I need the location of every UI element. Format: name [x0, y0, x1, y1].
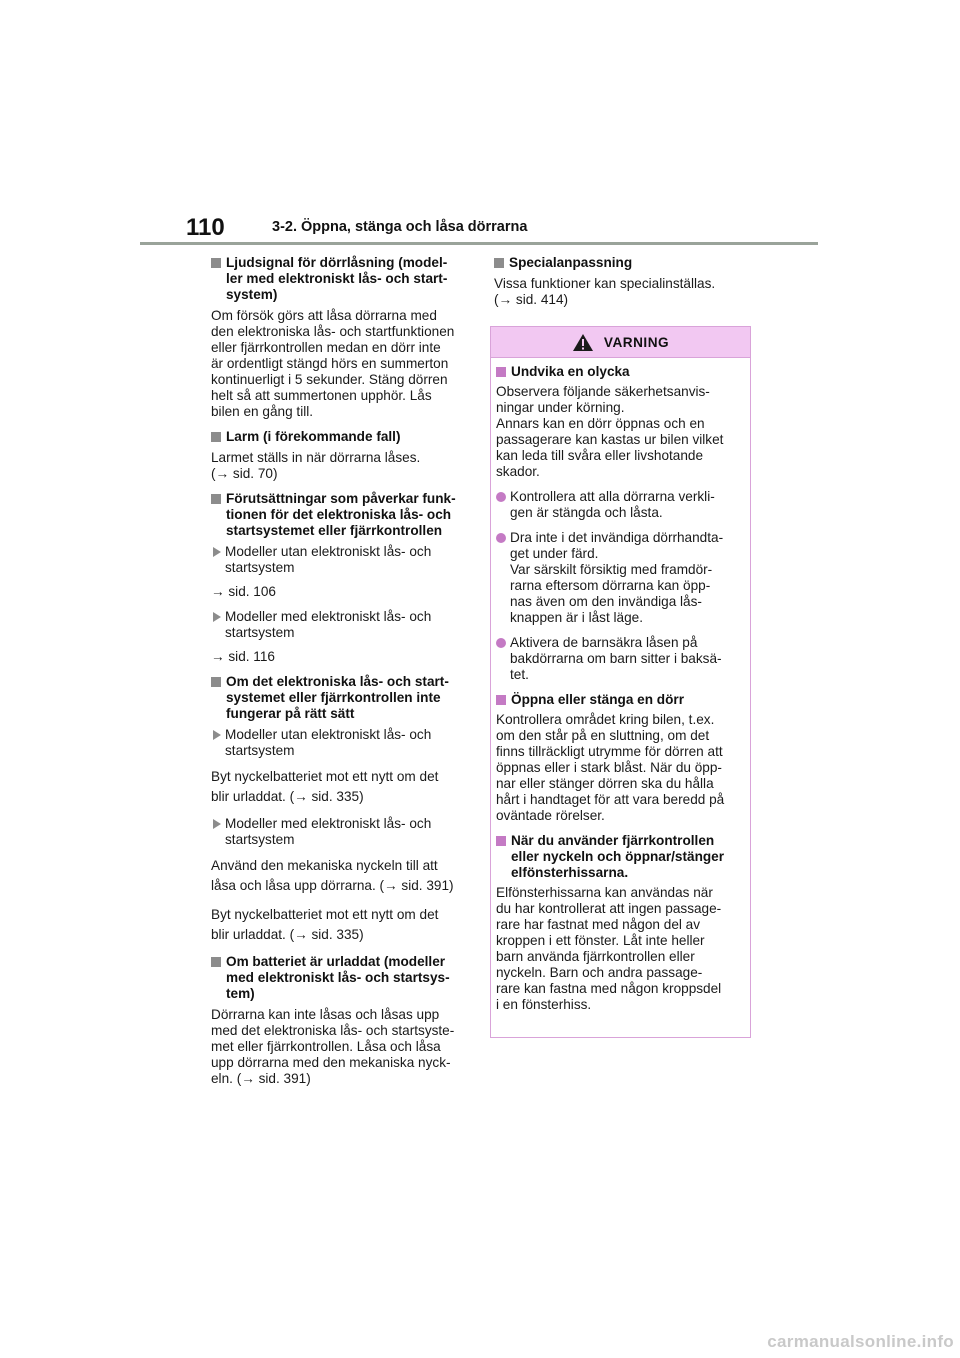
- warning-bullet: Aktivera de barnsäkra låsen på bakdörrarna om barn sitter i baksä- tet.: [496, 635, 745, 683]
- page-reference: → sid. 116: [211, 649, 275, 664]
- chapter-title: 3-2. Öppna, stänga och låsa dörrarna: [272, 219, 528, 235]
- paragraph: Byt nyckelbatteriet mot ett nytt om det blir urladdat. (→ sid. 335): [211, 769, 439, 804]
- triangle-bullet-icon: [213, 547, 221, 557]
- warning-triangle-icon: [572, 333, 594, 352]
- paragraph: Byt nyckelbatteriet mot ett nytt om det blir urladdat. (→ sid. 335): [211, 907, 439, 942]
- section-heading: Specialanpassning: [494, 255, 750, 271]
- paragraph: Vissa funktioner kan specialinställas. (→ sid. 414): [494, 276, 716, 307]
- header-rule: [140, 242, 818, 245]
- square-bullet-icon: [211, 432, 221, 442]
- square-bullet-icon: [211, 677, 221, 687]
- square-bullet-icon: [211, 494, 221, 504]
- circle-bullet-icon: [496, 638, 506, 648]
- paragraph: Om försök görs att låsa dörrarna med den elektroniska lås- och startfunktionen eller fjärrkontrollen medan en dörr inte är ordentligt stängd hörs en summerton kontinuerligt i 5 sekunder. Stäng dörren helt så att summertonen upphör. Lås bilen en gång till.: [211, 308, 455, 419]
- warning-heading: När du använder fjärrkontrollen eller nyckeln och öppnar/stänger elfönsterhissarna.: [496, 833, 745, 881]
- square-bullet-icon: [496, 695, 506, 705]
- warning-heading: Öppna eller stänga en dörr: [496, 692, 745, 708]
- square-bullet-icon: [211, 957, 221, 967]
- section-heading: Om batteriet är urladdat (modeller med elektroniskt lås- och startsys- tem): [211, 954, 467, 1002]
- warning-bullet: Dra inte i det invändiga dörrhandta- get under färd. Var särskilt försiktig med framdör- rarna eftersom dörrarna kan öpp- nas även om den invändiga lås- knappen är i låst läge.: [496, 530, 745, 626]
- page-reference: → sid. 106: [211, 584, 276, 599]
- paragraph: Elfönsterhissarna kan användas när du har kontrollerat att ingen passage- rare har fastnat med någon del av kroppen i ett fönster. Låt inte heller barn använda fjärrkontrollen eller nyckeln. Barn och andra passage- rare kan fastna med någon kroppsdel i en fönsterhiss.: [496, 885, 722, 1012]
- section-heading: Larm (i förekommande fall): [211, 429, 467, 445]
- triangle-bullet-icon: [213, 730, 221, 740]
- sub-item: Modeller med elektroniskt lås- och startsystem: [211, 816, 467, 848]
- square-bullet-icon: [496, 367, 506, 377]
- section-heading: Ljudsignal för dörrlåsning (model- ler med elektroniskt lås- och start- system): [211, 255, 467, 303]
- triangle-bullet-icon: [213, 819, 221, 829]
- circle-bullet-icon: [496, 533, 506, 543]
- paragraph: Använd den mekaniska nyckeln till att låsa och låsa upp dörrarna. (→ sid. 391): [211, 858, 454, 893]
- section-heading: Om det elektroniska lås- och start- systemet eller fjärrkontrollen inte fungerar på rätt sätt: [211, 674, 467, 722]
- square-bullet-icon: [496, 836, 506, 846]
- square-bullet-icon: [211, 258, 221, 268]
- watermark: carmanualsonline.info: [767, 1332, 954, 1351]
- paragraph: Observera följande säkerhetsanvis- ningar under körning. Annars kan en dörr öppnas och en passagerare kan kastas ur bilen vilket kan leda till svåra eller livshotande skador.: [496, 384, 724, 479]
- warning-heading: Undvika en olycka: [496, 364, 745, 380]
- warning-box: [490, 326, 751, 1038]
- left-column: [211, 255, 467, 1096]
- warning-header: [491, 327, 750, 358]
- warning-body: [491, 358, 750, 1013]
- paragraph: Dörrarna kan inte låsas och låsas upp med det elektroniska lås- och startsyste- met eller fjärrkontrollen. Låsa och låsa upp dörrarna med den mekaniska nyck- eln. (→ sid. 391): [211, 1007, 455, 1086]
- warning-title: VARNING: [603, 334, 670, 350]
- page-number: 110: [186, 214, 225, 241]
- paragraph: Kontrollera området kring bilen, t.ex. om den står på en sluttning, om det finns tillräckligt utrymme för dörren att öppnas eller i stark blåst. När du öpp- nar eller stänger dörren ska du hålla hårt i handtaget för att vara beredd på oväntade rörelser.: [496, 712, 725, 823]
- square-bullet-icon: [494, 258, 504, 268]
- paragraph: Larmet ställs in när dörrarna låses. (→ sid. 70): [211, 450, 421, 481]
- sub-item: Modeller med elektroniskt lås- och startsystem: [211, 609, 467, 641]
- section-heading: Förutsättningar som påverkar funk- tionen för det elektroniska lås- och startsystemet eller fjärrkontrollen: [211, 491, 467, 539]
- warning-bullet: Kontrollera att alla dörrarna verkli- gen är stängda och låsta.: [496, 489, 745, 521]
- sub-item: Modeller utan elektroniskt lås- och startsystem: [211, 544, 467, 576]
- sub-item: Modeller utan elektroniskt lås- och startsystem: [211, 727, 467, 759]
- right-column: [494, 255, 750, 317]
- triangle-bullet-icon: [213, 612, 221, 622]
- circle-bullet-icon: [496, 492, 506, 502]
